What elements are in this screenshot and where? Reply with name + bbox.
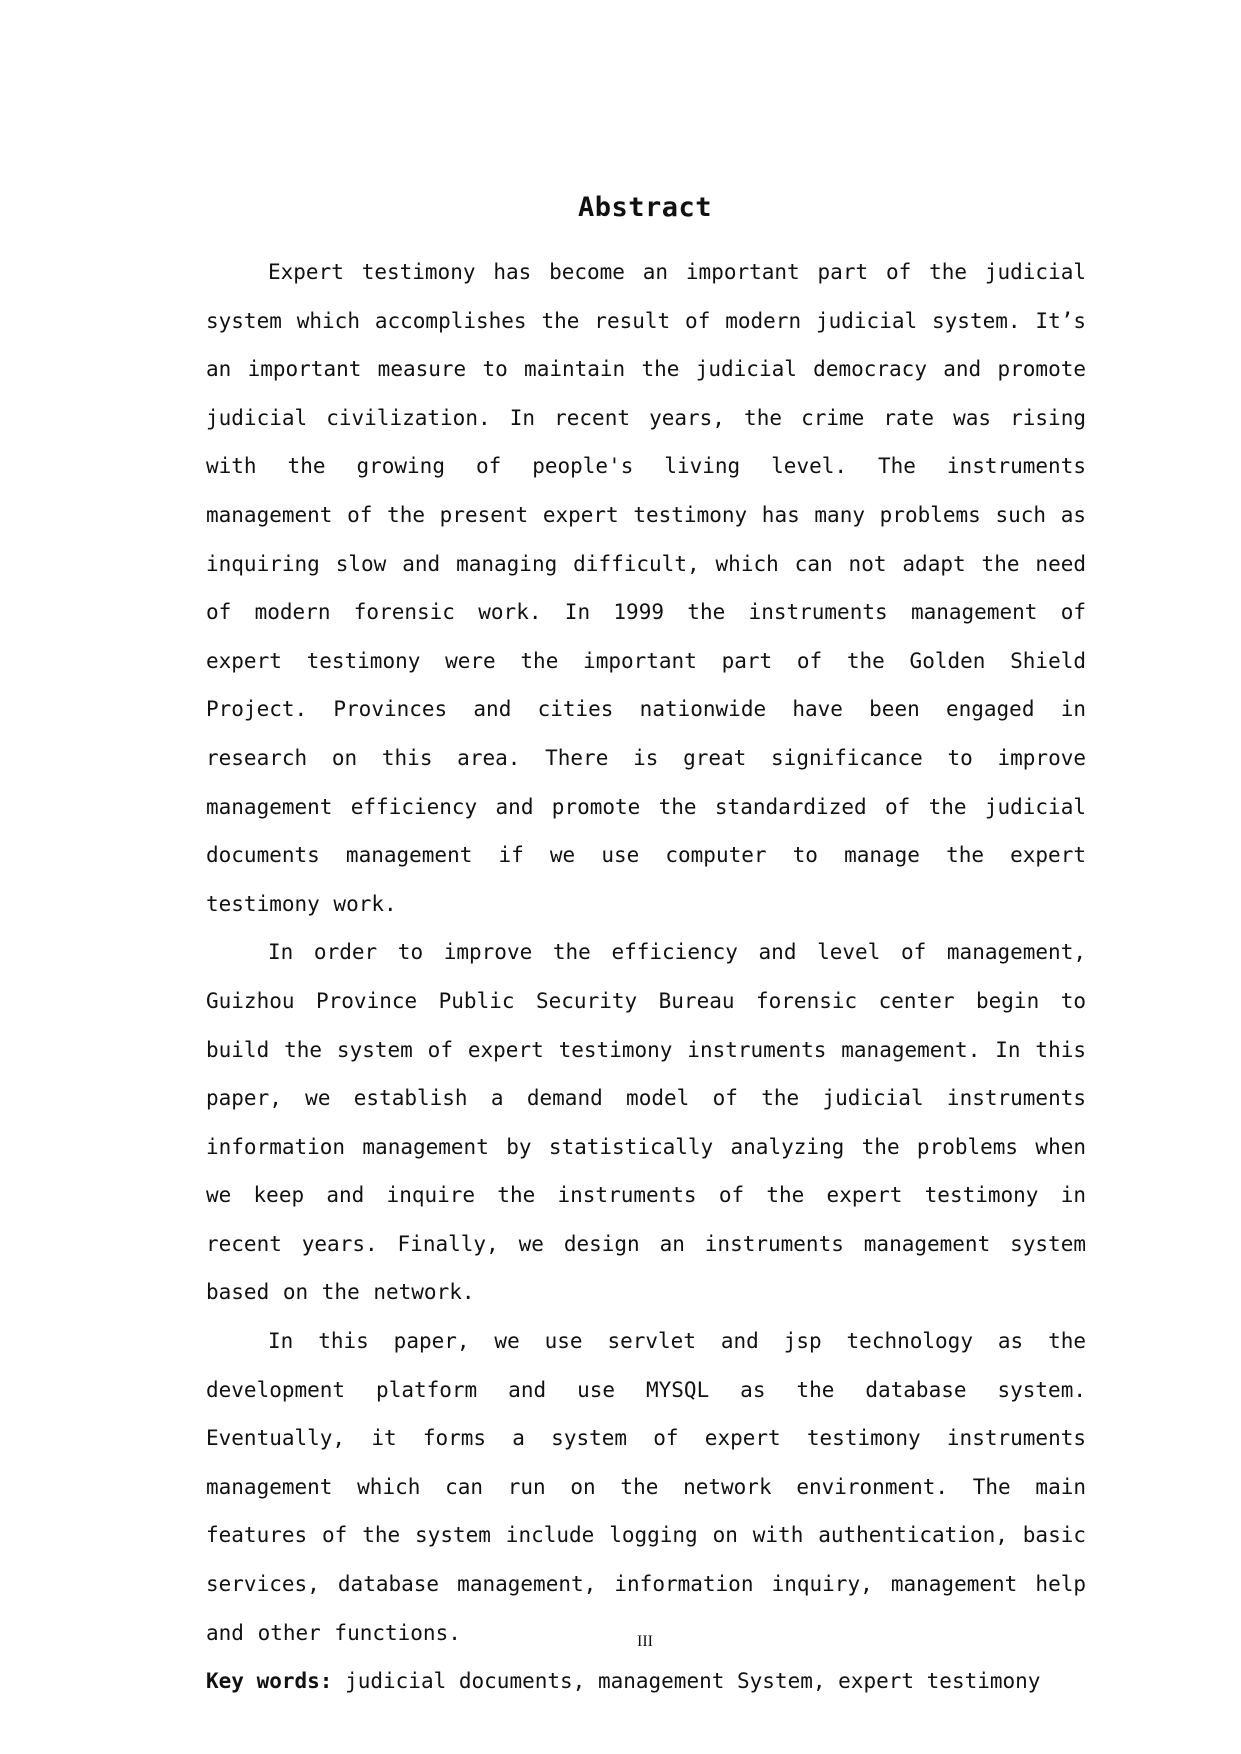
keywords-label: Key words:	[206, 1669, 333, 1694]
abstract-body	[206, 248, 1086, 1706]
abstract-title: Abstract	[577, 192, 713, 223]
page-number: III	[637, 1633, 653, 1650]
keywords-line	[206, 1657, 1086, 1706]
keywords-text: judicial documents, management System, expert testimony	[332, 1669, 1041, 1694]
abstract-paragraph-1: Expert testimony has become an important part of the judicial system which accomplishes the result of modern judicial system. It’s an important measure to maintain the judicial democracy and promote judicial civilization. In recent years, the crime rate was rising with the growing of people's living level. The instruments management of the present expert testimony has many problems such as inquiring slow and managing difficult, which can not adapt the need of modern forensic work. In 1999 the instruments management of expert testimony were the important part of the Golden Shield Project. Provinces and cities nationwide have been engaged in research on this area. There is great significance to improve management efficiency and promote the standardized of the judicial documents management if we use computer to manage the expert testimony work.	[206, 260, 1086, 916]
abstract-paragraph-2: In order to improve the efficiency and level of management, Guizhou Province Public Security Bureau forensic center begin to build the system of expert testimony instruments management. In this paper, we establish a demand model of the judicial instruments information management by statistically analyzing the problems when we keep and inquire the instruments of the expert testimony in recent years. Finally, we design an instruments management system based on the network.	[206, 940, 1086, 1305]
abstract-paragraph-3: In this paper, we use servlet and jsp technology as the development platform and use MYSQL as the database system. Eventually, it forms a system of expert testimony instruments management which can run on the network environment. The main features of the system include logging on with authentication, basic services, database management, information inquiry, management help and other functions.	[206, 1329, 1086, 1645]
